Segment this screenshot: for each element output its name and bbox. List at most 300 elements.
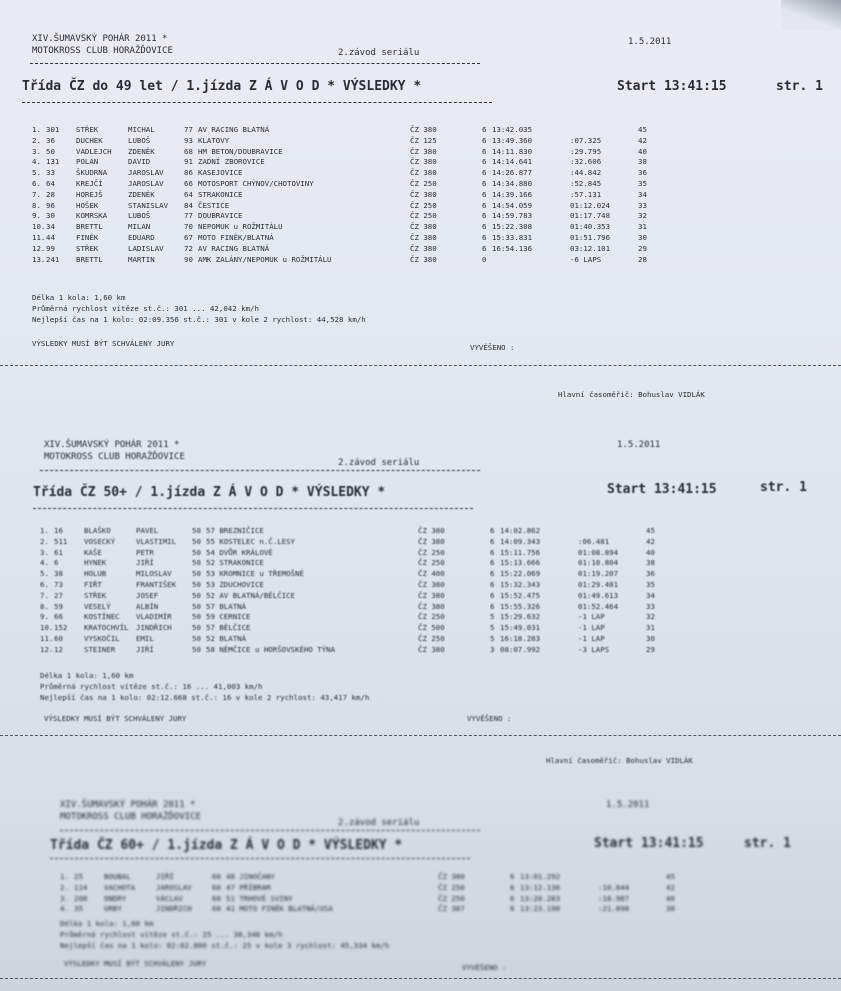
cell-start-number: 33 bbox=[46, 168, 55, 178]
cell-surname: URBY bbox=[104, 904, 122, 914]
cell-gap: 03:12.101 bbox=[570, 243, 611, 253]
cell-start-number: 241 bbox=[46, 254, 60, 264]
cell-surname: BRETTL bbox=[76, 254, 103, 264]
class-title: Třída ČZ do 49 let / 1.jízda Z Á V O D * VÝSLEDKY * bbox=[22, 79, 422, 94]
cell-position: 3. bbox=[32, 146, 41, 156]
cell-surname: FIŘT bbox=[84, 579, 102, 589]
cell-gap: 01:17.748 bbox=[570, 211, 611, 221]
cell-points: 30 bbox=[638, 232, 647, 242]
club-name: MOTOKROSS CLUB HORAŽĎOVICE bbox=[44, 452, 185, 462]
cell-surname: POLAN bbox=[76, 157, 99, 167]
cell-position: 6. bbox=[32, 178, 41, 188]
cell-gap: 01:10.804 bbox=[578, 558, 619, 568]
cell-club: 57 BĚLČICE bbox=[206, 623, 251, 633]
cell-motorcycle: ČZ 380 bbox=[438, 872, 465, 881]
cell-gap: 01:51.796 bbox=[570, 232, 611, 242]
cell-laps: 5 bbox=[490, 612, 495, 622]
cell-surname: ŠKUDRNA bbox=[76, 168, 108, 178]
cell-position: 1. bbox=[40, 526, 49, 535]
cell-year: 50 bbox=[192, 633, 201, 643]
cell-surname: KOMRSKA bbox=[76, 211, 108, 221]
cell-points: 35 bbox=[638, 178, 647, 188]
cell-points: 32 bbox=[638, 211, 647, 221]
cell-year: 70 bbox=[184, 222, 193, 232]
cell-time: 15:13.666 bbox=[500, 558, 541, 568]
cell-club: KASEJOVICE bbox=[198, 168, 243, 178]
cell-first-name: EDUARD bbox=[128, 232, 155, 242]
cell-club: 52 STRAKONICE bbox=[206, 558, 264, 568]
cell-surname: BLAŠKO bbox=[84, 526, 111, 535]
cell-year: 77 bbox=[184, 211, 193, 221]
cell-motorcycle: ČZ 380 bbox=[418, 579, 445, 589]
cell-surname: HOREJŠ bbox=[76, 189, 103, 199]
cell-motorcycle: ČZ 250 bbox=[410, 211, 437, 221]
cell-surname: HOLUB bbox=[84, 569, 107, 579]
cell-position: 2. bbox=[40, 536, 49, 546]
cell-motorcycle: ČZ 250 bbox=[418, 612, 445, 622]
cell-start-number: 36 bbox=[46, 135, 55, 145]
cell-motorcycle: ČZ 380 bbox=[410, 222, 437, 232]
cell-surname: KAŠE bbox=[84, 547, 102, 557]
cell-gap: 01:12.024 bbox=[570, 200, 611, 210]
event-date: 1.5.2011 bbox=[606, 800, 650, 810]
cell-motorcycle: ČZ 380 bbox=[410, 232, 437, 242]
event-date: 1.5.2011 bbox=[628, 37, 672, 47]
cell-start-number: 66 bbox=[54, 612, 63, 622]
cell-surname: FINĚK bbox=[76, 232, 99, 242]
club-name: MOTOKROSS CLUB HORAŽĎOVICE bbox=[32, 46, 173, 56]
cell-position: 4. bbox=[32, 157, 41, 167]
cell-motorcycle: ČZ 380 bbox=[418, 601, 445, 611]
best-lap: Nejlepší čas na 1 kolo: 02:12.668 st.č.: 16 v kole 2 rychlost: 43,417 km/h bbox=[40, 693, 370, 702]
cell-position: 10. bbox=[40, 623, 54, 633]
cell-year: 50 bbox=[192, 623, 201, 633]
cell-first-name: MICHAL bbox=[128, 125, 155, 134]
cell-position: 4. bbox=[60, 904, 69, 914]
cell-laps: 6 bbox=[482, 125, 487, 134]
cell-club: HM BETON/DOUBRAVICE bbox=[198, 146, 283, 156]
cell-start-number: 12 bbox=[54, 644, 63, 654]
cell-time: 13:20.283 bbox=[520, 893, 561, 903]
cell-laps: 6 bbox=[482, 189, 487, 199]
cell-points: 38 bbox=[646, 558, 655, 568]
cell-position: 8. bbox=[32, 200, 41, 210]
cell-laps: 6 bbox=[510, 872, 515, 881]
cell-club: 51 TRHOVÉ SVINY bbox=[226, 893, 293, 903]
cell-gap: 01:40.353 bbox=[570, 222, 611, 232]
cell-position: 13. bbox=[32, 254, 46, 264]
cell-start-number: 16 bbox=[54, 526, 63, 535]
cell-first-name: JAROSLAV bbox=[128, 178, 164, 188]
cell-motorcycle: ČZ 250 bbox=[438, 882, 465, 892]
cell-club: 55 KOSTELEC n.Č.LESY bbox=[206, 536, 295, 546]
cell-year: 68 bbox=[184, 146, 193, 156]
cell-start-number: 60 bbox=[54, 633, 63, 643]
cut-line bbox=[0, 978, 841, 979]
cell-position: 7. bbox=[40, 590, 49, 600]
cell-laps: 6 bbox=[510, 893, 515, 903]
cell-position: 12. bbox=[32, 243, 46, 253]
cell-time: 15:32.343 bbox=[500, 579, 541, 589]
cell-position: 9. bbox=[32, 211, 41, 221]
cell-points: 42 bbox=[666, 882, 675, 892]
cell-time: 14:14.641 bbox=[492, 157, 533, 167]
cell-surname: HOŠEK bbox=[76, 200, 99, 210]
cell-year: 50 bbox=[192, 569, 201, 579]
cell-first-name: JIŘÍ bbox=[136, 644, 154, 654]
cell-year: 66 bbox=[184, 178, 193, 188]
cell-year: 64 bbox=[184, 189, 193, 199]
cell-surname: ONDRY bbox=[104, 893, 127, 903]
cell-year: 90 bbox=[184, 254, 193, 264]
cell-motorcycle: ČZ 380 bbox=[410, 146, 437, 156]
cell-points: 30 bbox=[646, 633, 655, 643]
cell-first-name: FRANTIŠEK bbox=[136, 579, 177, 589]
cell-position: 12. bbox=[40, 644, 54, 654]
cell-club: 47 PŘÍBRAM bbox=[226, 882, 271, 892]
cell-year: 50 bbox=[192, 558, 201, 568]
cell-first-name: VÁCLAV bbox=[156, 893, 183, 903]
cell-time: 14:59.783 bbox=[492, 211, 533, 221]
cell-start-number: 96 bbox=[46, 200, 55, 210]
cell-motorcycle: ČZ 400 bbox=[418, 569, 445, 579]
cell-position: 8. bbox=[40, 601, 49, 611]
cell-surname: VESELÝ bbox=[84, 601, 111, 611]
header-rule bbox=[60, 830, 480, 831]
cell-motorcycle: ČZ 250 bbox=[418, 547, 445, 557]
class-title: Třída ČZ 50+ / 1.jízda Z Á V O D * VÝSLEDKY * bbox=[33, 485, 386, 500]
cell-surname: VOSECKÝ bbox=[84, 536, 116, 546]
cell-time: 13:23.190 bbox=[520, 904, 561, 914]
cell-surname: HYNEK bbox=[84, 558, 107, 568]
cell-first-name: JAROSLAV bbox=[128, 168, 164, 178]
cell-start-number: 44 bbox=[46, 232, 55, 242]
cell-first-name: STANISLAV bbox=[128, 200, 169, 210]
cell-motorcycle: ČZ 380 bbox=[410, 254, 437, 264]
paper-corner bbox=[781, 0, 841, 30]
cell-year: 86 bbox=[184, 168, 193, 178]
timekeeper: Hlavní časoměřič: Bohuslav VIDLÁK bbox=[558, 390, 705, 399]
cell-time: 14:39.166 bbox=[492, 189, 533, 199]
cell-time: 13:12.136 bbox=[520, 882, 561, 892]
cell-motorcycle: ČZ 250 bbox=[438, 893, 465, 903]
cell-motorcycle: ČZ 380 bbox=[418, 644, 445, 654]
winner-speed: Průměrná rychlost vítěze st.č.: 25 ... 38,346 km/h bbox=[60, 930, 283, 939]
best-lap: Nejlepší čas na 1 kolo: 02:09.356 st.č.: 301 v kole 2 rychlost: 44,528 km/h bbox=[32, 315, 366, 324]
cell-year: 91 bbox=[184, 157, 193, 167]
start-time: Start 13:41:15 bbox=[617, 79, 727, 94]
cell-year: 50 bbox=[192, 536, 201, 546]
cell-time: 15:49.031 bbox=[500, 623, 541, 633]
cell-start-number: 27 bbox=[54, 590, 63, 600]
cell-laps: 6 bbox=[510, 904, 515, 914]
cell-laps: 6 bbox=[482, 146, 487, 156]
cell-points: 34 bbox=[638, 189, 647, 199]
posted-label: VYVĚŠENO : bbox=[470, 343, 515, 352]
cell-first-name: PAVEL bbox=[136, 526, 159, 535]
cell-position: 3. bbox=[40, 547, 49, 557]
lap-length: Délka 1 kola: 1,60 km bbox=[60, 919, 154, 928]
event-name: XIV.ŠUMAVSKÝ POHÁR 2011 * bbox=[44, 440, 180, 450]
cell-points: 31 bbox=[646, 623, 655, 633]
cell-points: 36 bbox=[638, 168, 647, 178]
timekeeper: Hlavní časoměřič: Bohuslav VIDLÁK bbox=[546, 756, 693, 765]
cell-year: 60 bbox=[212, 893, 221, 903]
page-number: str. 1 bbox=[744, 836, 791, 851]
cell-club: 58 NĚMČICE u HORŠOVSKÉHO TÝNA bbox=[206, 644, 336, 654]
cell-position: 7. bbox=[32, 189, 41, 199]
cell-gap: :21.898 bbox=[598, 904, 630, 914]
cell-motorcycle: ČZ 250 bbox=[418, 633, 445, 643]
cell-time: 14:02.862 bbox=[500, 526, 541, 535]
cell-surname: VADLEJCH bbox=[76, 146, 112, 156]
cell-position: 6. bbox=[40, 579, 49, 589]
cell-laps: 0 bbox=[482, 254, 487, 264]
cell-laps: 6 bbox=[490, 579, 495, 589]
cell-club: MOTO FINĚK/BLATNÁ bbox=[198, 232, 274, 242]
cell-position: 11. bbox=[40, 633, 54, 643]
cell-first-name: JIŘÍ bbox=[156, 872, 174, 881]
page-number: str. 1 bbox=[776, 79, 823, 94]
cell-year: 67 bbox=[184, 232, 193, 242]
cell-points: 45 bbox=[666, 872, 675, 881]
title-rule bbox=[50, 858, 470, 859]
cell-club: NEPOMUK u ROŽMITÁLU bbox=[198, 222, 283, 232]
cell-start-number: 114 bbox=[74, 882, 88, 892]
cell-start-number: 30 bbox=[46, 211, 55, 221]
cell-year: 60 bbox=[212, 872, 221, 881]
cell-laps: 6 bbox=[482, 232, 487, 242]
page-number: str. 1 bbox=[760, 480, 807, 495]
cell-position: 2. bbox=[60, 882, 69, 892]
cell-start-number: 35 bbox=[74, 904, 83, 914]
cell-laps: 6 bbox=[490, 526, 495, 535]
cell-position: 1. bbox=[60, 872, 69, 881]
cell-first-name: DAVID bbox=[128, 157, 151, 167]
cell-club: STRAKONICE bbox=[198, 189, 243, 199]
cell-motorcycle: ČZ 250 bbox=[418, 558, 445, 568]
cell-first-name: JAROSLAV bbox=[156, 882, 192, 892]
cell-gap: -1 LAP bbox=[578, 612, 605, 622]
cell-year: 77 bbox=[184, 125, 193, 134]
round-label: 2.závod seriálu bbox=[338, 458, 420, 468]
cell-position: 10. bbox=[32, 222, 46, 232]
cell-gap: :06.481 bbox=[578, 536, 610, 546]
cell-club: 48 JINOČANY bbox=[226, 872, 275, 881]
cell-year: 50 bbox=[192, 547, 201, 557]
cell-points: 29 bbox=[646, 644, 655, 654]
cell-time: 15:52.475 bbox=[500, 590, 541, 600]
round-label: 2.závod seriálu bbox=[338, 818, 420, 828]
cut-line bbox=[0, 365, 841, 366]
cell-surname: STEINER bbox=[84, 644, 116, 654]
cell-motorcycle: ČZ 380 bbox=[418, 536, 445, 546]
cell-gap: :52.845 bbox=[570, 178, 602, 188]
cell-first-name: JINDŘICH bbox=[136, 623, 172, 633]
cell-start-number: 511 bbox=[54, 536, 68, 546]
cell-laps: 6 bbox=[490, 547, 495, 557]
cell-year: 50 bbox=[192, 590, 201, 600]
cell-time: 14:09.343 bbox=[500, 536, 541, 546]
cell-time: 15:29.632 bbox=[500, 612, 541, 622]
cell-laps: 5 bbox=[490, 633, 495, 643]
cell-time: 14:54.059 bbox=[492, 200, 533, 210]
cell-start-number: 28 bbox=[46, 189, 55, 199]
cell-start-number: 59 bbox=[54, 601, 63, 611]
cell-time: 16:54.136 bbox=[492, 243, 533, 253]
cell-first-name: VLASTIMIL bbox=[136, 536, 177, 546]
cell-club: 54 DVŮR KRÁLOVÉ bbox=[206, 547, 273, 557]
cell-time: 15:11.756 bbox=[500, 547, 541, 557]
cell-gap: :57.131 bbox=[570, 189, 602, 199]
cell-laps: 6 bbox=[490, 590, 495, 600]
cell-time: 13:01.292 bbox=[520, 872, 561, 881]
cell-club: 52 BLATNÁ bbox=[206, 633, 247, 643]
cell-surname: STŘEK bbox=[76, 243, 99, 253]
cell-gap: :44.842 bbox=[570, 168, 602, 178]
cell-points: 40 bbox=[646, 547, 655, 557]
cell-time: 14:11.830 bbox=[492, 146, 533, 156]
cell-position: 2. bbox=[32, 135, 41, 145]
club-name: MOTOKROSS CLUB HORAŽĎOVICE bbox=[60, 812, 201, 822]
start-time: Start 13:41:15 bbox=[594, 836, 704, 851]
cell-first-name: MARTIN bbox=[128, 254, 155, 264]
cell-motorcycle: ČZ 380 bbox=[410, 168, 437, 178]
cell-motorcycle: ČZ 250 bbox=[410, 178, 437, 188]
title-rule bbox=[22, 102, 492, 103]
cell-start-number: 50 bbox=[46, 146, 55, 156]
cell-year: 60 bbox=[212, 882, 221, 892]
cell-position: 1. bbox=[32, 125, 41, 134]
cell-laps: 6 bbox=[490, 558, 495, 568]
cell-time: 15:55.326 bbox=[500, 601, 541, 611]
cell-motorcycle: ČZ 500 bbox=[418, 623, 445, 633]
cell-start-number: 99 bbox=[46, 243, 55, 253]
cell-surname: KRATOCHVÍL bbox=[84, 623, 129, 633]
cell-club: ČESTICE bbox=[198, 200, 230, 210]
lap-length: Délka 1 kola: 1,60 km bbox=[40, 671, 134, 680]
cell-club: KLATOVY bbox=[198, 135, 230, 145]
round-label: 2.závod seriálu bbox=[338, 48, 420, 58]
cell-surname: KREJČÍ bbox=[76, 178, 103, 188]
cell-club: 57 BLATNÁ bbox=[206, 601, 247, 611]
event-date: 1.5.2011 bbox=[617, 440, 661, 450]
cell-gap: -1 LAP bbox=[578, 623, 605, 633]
cell-gap: -1 LAP bbox=[578, 633, 605, 643]
cell-motorcycle: ČZ 380 bbox=[410, 189, 437, 199]
cell-year: 72 bbox=[184, 243, 193, 253]
cell-laps: 6 bbox=[482, 211, 487, 221]
cell-laps: 6 bbox=[490, 536, 495, 546]
cell-first-name: EMIL bbox=[136, 633, 154, 643]
cell-first-name: PETR bbox=[136, 547, 154, 557]
cell-gap: :10.844 bbox=[598, 882, 630, 892]
cell-start-number: 34 bbox=[46, 222, 55, 232]
class-title: Třída ČZ 60+ / 1.jízda Z Á V O D * VÝSLEDKY * bbox=[50, 838, 403, 853]
cell-points: 31 bbox=[638, 222, 647, 232]
cell-first-name: ZDENĚK bbox=[128, 189, 155, 199]
cell-points: 42 bbox=[638, 135, 647, 145]
cell-gap: -3 LAPS bbox=[578, 644, 610, 654]
cell-gap: 01:29.481 bbox=[578, 579, 619, 589]
cell-gap: -6 LAPS bbox=[570, 254, 602, 264]
cell-year: 50 bbox=[192, 579, 201, 589]
cell-points: 33 bbox=[646, 601, 655, 611]
cell-start-number: 301 bbox=[46, 125, 60, 134]
cell-surname: STŘEK bbox=[84, 590, 107, 600]
cell-position: 3. bbox=[60, 893, 69, 903]
cell-points: 32 bbox=[646, 612, 655, 622]
cell-position: 5. bbox=[40, 569, 49, 579]
cell-laps: 6 bbox=[482, 135, 487, 145]
cell-laps: 6 bbox=[490, 601, 495, 611]
cell-gap: 01:19.207 bbox=[578, 569, 619, 579]
cell-time: 14:34.880 bbox=[492, 178, 533, 188]
cell-gap: :07.325 bbox=[570, 135, 602, 145]
cell-points: 34 bbox=[646, 590, 655, 600]
cell-points: 36 bbox=[646, 569, 655, 579]
cell-motorcycle: ČZ 387 bbox=[438, 904, 465, 914]
cell-first-name: MILOSLAV bbox=[136, 569, 172, 579]
cell-year: 50 bbox=[192, 644, 201, 654]
cell-surname: DUCHEK bbox=[76, 135, 103, 145]
winner-speed: Průměrná rychlost vítěze st.č.: 301 ... 42,042 km/h bbox=[32, 304, 259, 313]
cell-surname: STŘEK bbox=[76, 125, 99, 134]
cell-motorcycle: ČZ 380 bbox=[410, 243, 437, 253]
header-rule bbox=[30, 63, 480, 64]
cell-start-number: 61 bbox=[54, 547, 63, 557]
cell-first-name: LADISLAV bbox=[128, 243, 164, 253]
cell-year: 84 bbox=[184, 200, 193, 210]
cell-club: DOUBRAVICE bbox=[198, 211, 243, 221]
cell-gap: 01:52.464 bbox=[578, 601, 619, 611]
cell-points: 33 bbox=[638, 200, 647, 210]
cell-year: 50 bbox=[192, 526, 201, 535]
cell-first-name: LUBOŠ bbox=[128, 211, 151, 221]
cell-start-number: 25 bbox=[74, 872, 83, 881]
cell-time: 14:26.877 bbox=[492, 168, 533, 178]
cell-time: 16:18.283 bbox=[500, 633, 541, 643]
cell-laps: 6 bbox=[482, 222, 487, 232]
cell-motorcycle: ČZ 380 bbox=[410, 157, 437, 167]
cell-surname: VACHOTA bbox=[104, 882, 136, 892]
cell-club: 53 ZDUCHOVICE bbox=[206, 579, 264, 589]
cell-laps: 6 bbox=[482, 168, 487, 178]
cell-club: 59 CERNICE bbox=[206, 612, 251, 622]
cell-position: 5. bbox=[32, 168, 41, 178]
cell-gap: :32.606 bbox=[570, 157, 602, 167]
cell-laps: 6 bbox=[490, 569, 495, 579]
title-rule bbox=[33, 508, 473, 509]
cell-surname: BRETTL bbox=[76, 222, 103, 232]
cell-club: 41 MOTO FINĚK BLATNÁ/USA bbox=[226, 904, 333, 914]
cell-first-name: VLADIMÍR bbox=[136, 612, 172, 622]
cell-start-number: 152 bbox=[54, 623, 68, 633]
cell-surname: KOSTÍNEC bbox=[84, 612, 120, 622]
cell-year: 50 bbox=[192, 601, 201, 611]
cell-time: 15:22.388 bbox=[492, 222, 533, 232]
cell-first-name: MILAN bbox=[128, 222, 151, 232]
cell-surname: VYSKOČIL bbox=[84, 633, 120, 643]
cell-first-name: JIŘÍ bbox=[136, 558, 154, 568]
cell-motorcycle: ČZ 380 bbox=[418, 526, 445, 535]
cell-laps: 5 bbox=[490, 623, 495, 633]
approval-note: VÝSLEDKY MUSÍ BÝT SCHVÁLENY JURY bbox=[32, 339, 175, 348]
cell-time: 15:33.831 bbox=[492, 232, 533, 242]
cell-club: AMK ZALÁNY/NEPOMUK u ROŽMITÁLU bbox=[198, 254, 332, 264]
cell-motorcycle: ČZ 250 bbox=[410, 200, 437, 210]
cut-line bbox=[0, 735, 841, 736]
